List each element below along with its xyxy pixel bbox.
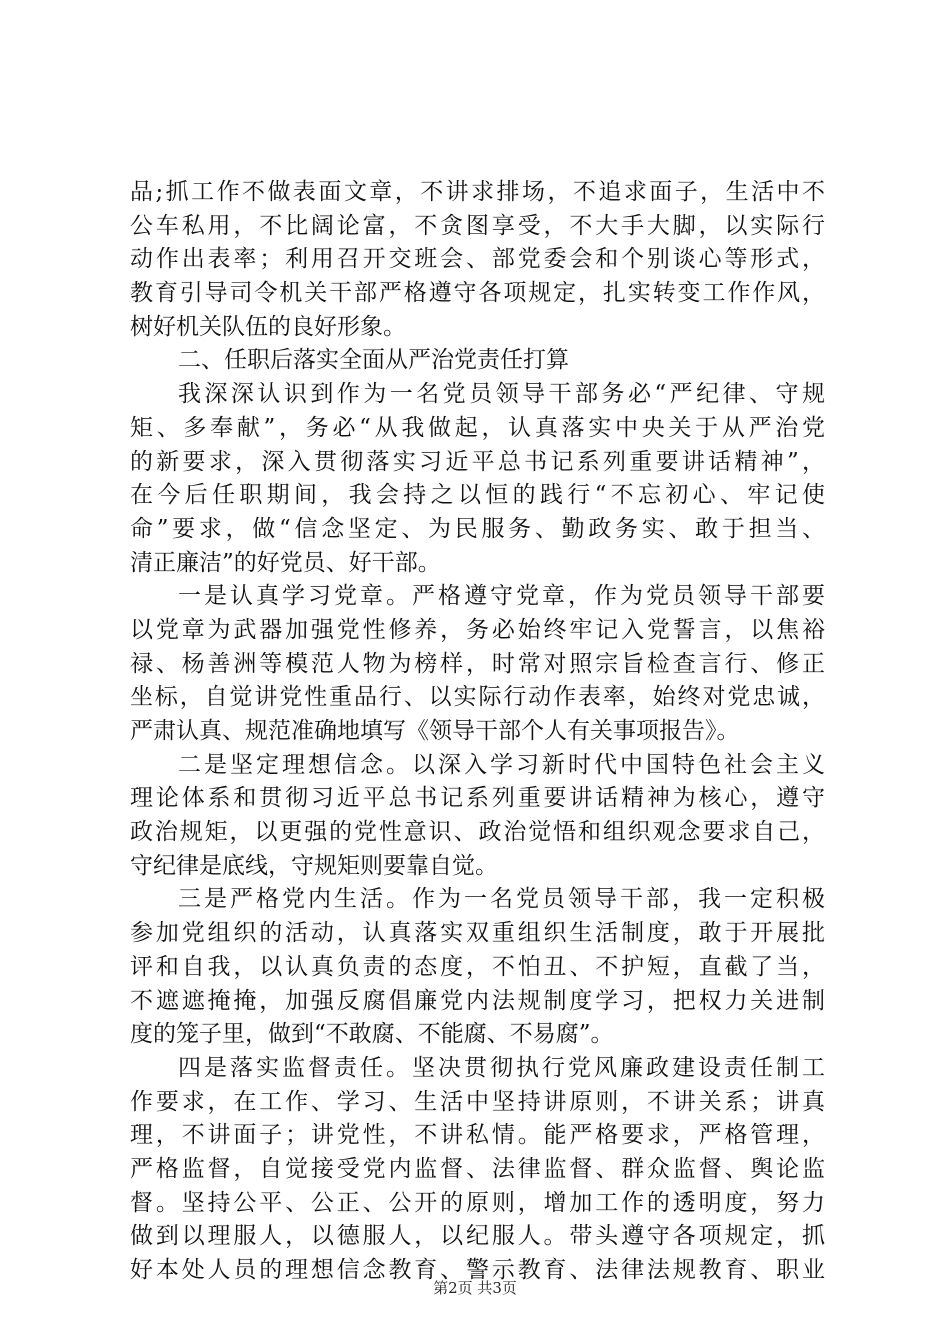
text-line: 做到以理服人，以德服人，以纪服人。带头遵守各项规定，抓 bbox=[130, 1223, 825, 1250]
text-line: 三是严格党内生活。作为一名党员领导干部，我一定积极 bbox=[178, 886, 825, 913]
text-line: 在今后任职期间，我会持之以恒的践行“不忘初心、牢记使 bbox=[130, 482, 825, 509]
text-line: 理，不讲面子；讲党性，不讲私情。能严格要求，严格管理， bbox=[130, 1122, 825, 1149]
text-line: 好本处人员的理想信念教育、警示教育、法律法规教育、职业 bbox=[130, 1257, 825, 1283]
text-line: 守纪律是底线，守规矩则要靠自觉。 bbox=[130, 852, 498, 879]
text-line: 参加党组织的活动，认真落实双重组织生活制度，敢于开展批 bbox=[130, 920, 825, 947]
text-line: 政治规矩，以更强的党性意识、政治觉悟和组织观念要求自己， bbox=[130, 819, 825, 846]
text-line: 我深深认识到作为一名党员领导干部务必“严纪律、守规 bbox=[178, 381, 825, 408]
text-line: 理论体系和贯彻习近平总书记系列重要讲话精神为核心，遵守 bbox=[130, 785, 825, 812]
text-line: 二是坚定理想信念。以深入学习新时代中国特色社会主义 bbox=[178, 751, 825, 778]
text-line: 的新要求，深入贯彻落实习近平总书记系列重要讲话精神”， bbox=[130, 448, 825, 475]
text-line: 评和自我，以认真负责的态度，不怕丑、不护短，直截了当， bbox=[130, 953, 825, 980]
text-line: 清正廉洁”的好党员、好干部。 bbox=[130, 549, 441, 576]
text-line: 四是落实监督责任。坚决贯彻执行党风廉政建设责任制工 bbox=[178, 1054, 825, 1081]
text-line: 一是认真学习党章。严格遵守党章，作为党员领导干部要 bbox=[178, 583, 825, 610]
text-line: 度的笼子里，做到“不敢腐、不能腐、不易腐”。 bbox=[130, 1021, 614, 1048]
text-line: 树好机关队伍的良好形象。 bbox=[130, 313, 406, 340]
text-line: 二、任职后落实全面从严治党责任打算 bbox=[178, 347, 569, 374]
text-line: 公车私用，不比阔论富，不贪图享受，不大手大脚，以实际行 bbox=[130, 212, 825, 239]
text-line: 不遮遮掩掩，加强反腐倡廉党内法规制度学习，把权力关进制 bbox=[130, 987, 825, 1014]
text-line: 坐标，自觉讲党性重品行、以实际行动作表率，始终对党忠诚， bbox=[130, 684, 825, 711]
text-line: 以党章为武器加强党性修养，务必始终牢记入党誓言，以焦裕 bbox=[130, 616, 825, 643]
text-line: 严格监督，自觉接受党内监督、法律监督、群众监督、舆论监 bbox=[130, 1155, 825, 1182]
document-body bbox=[130, 176, 825, 1288]
text-line: 作要求，在工作、学习、生活中坚持讲原则，不讲关系；讲真 bbox=[130, 1088, 825, 1115]
text-line: 督。坚持公平、公正、公开的原则，增加工作的透明度，努力 bbox=[130, 1189, 825, 1216]
text-line: 动作出表率；利用召开交班会、部党委会和个别谈心等形式， bbox=[130, 246, 825, 273]
page-footer: 第2页 共3页 bbox=[433, 1279, 517, 1297]
text-line: 严肃认真、规范准确地填写《领导干部个人有关事项报告》。 bbox=[130, 718, 740, 744]
text-line: 禄、杨善洲等模范人物为榜样，时常对照宗旨检查言行、修正 bbox=[130, 650, 825, 677]
text-line: 命”要求，做“信念坚定、为民服务、勤政务实、敢于担当、 bbox=[130, 515, 825, 542]
text-line: 教育引导司令机关干部严格遵守各项规定，扎实转变工作作风， bbox=[130, 280, 825, 307]
text-line: 品;抓工作不做表面文章，不讲求排场，不追求面子，生活中不 bbox=[130, 179, 825, 205]
text-line: 矩、多奉献”，务必“从我做起，认真落实中央关于从严治党 bbox=[130, 414, 825, 441]
